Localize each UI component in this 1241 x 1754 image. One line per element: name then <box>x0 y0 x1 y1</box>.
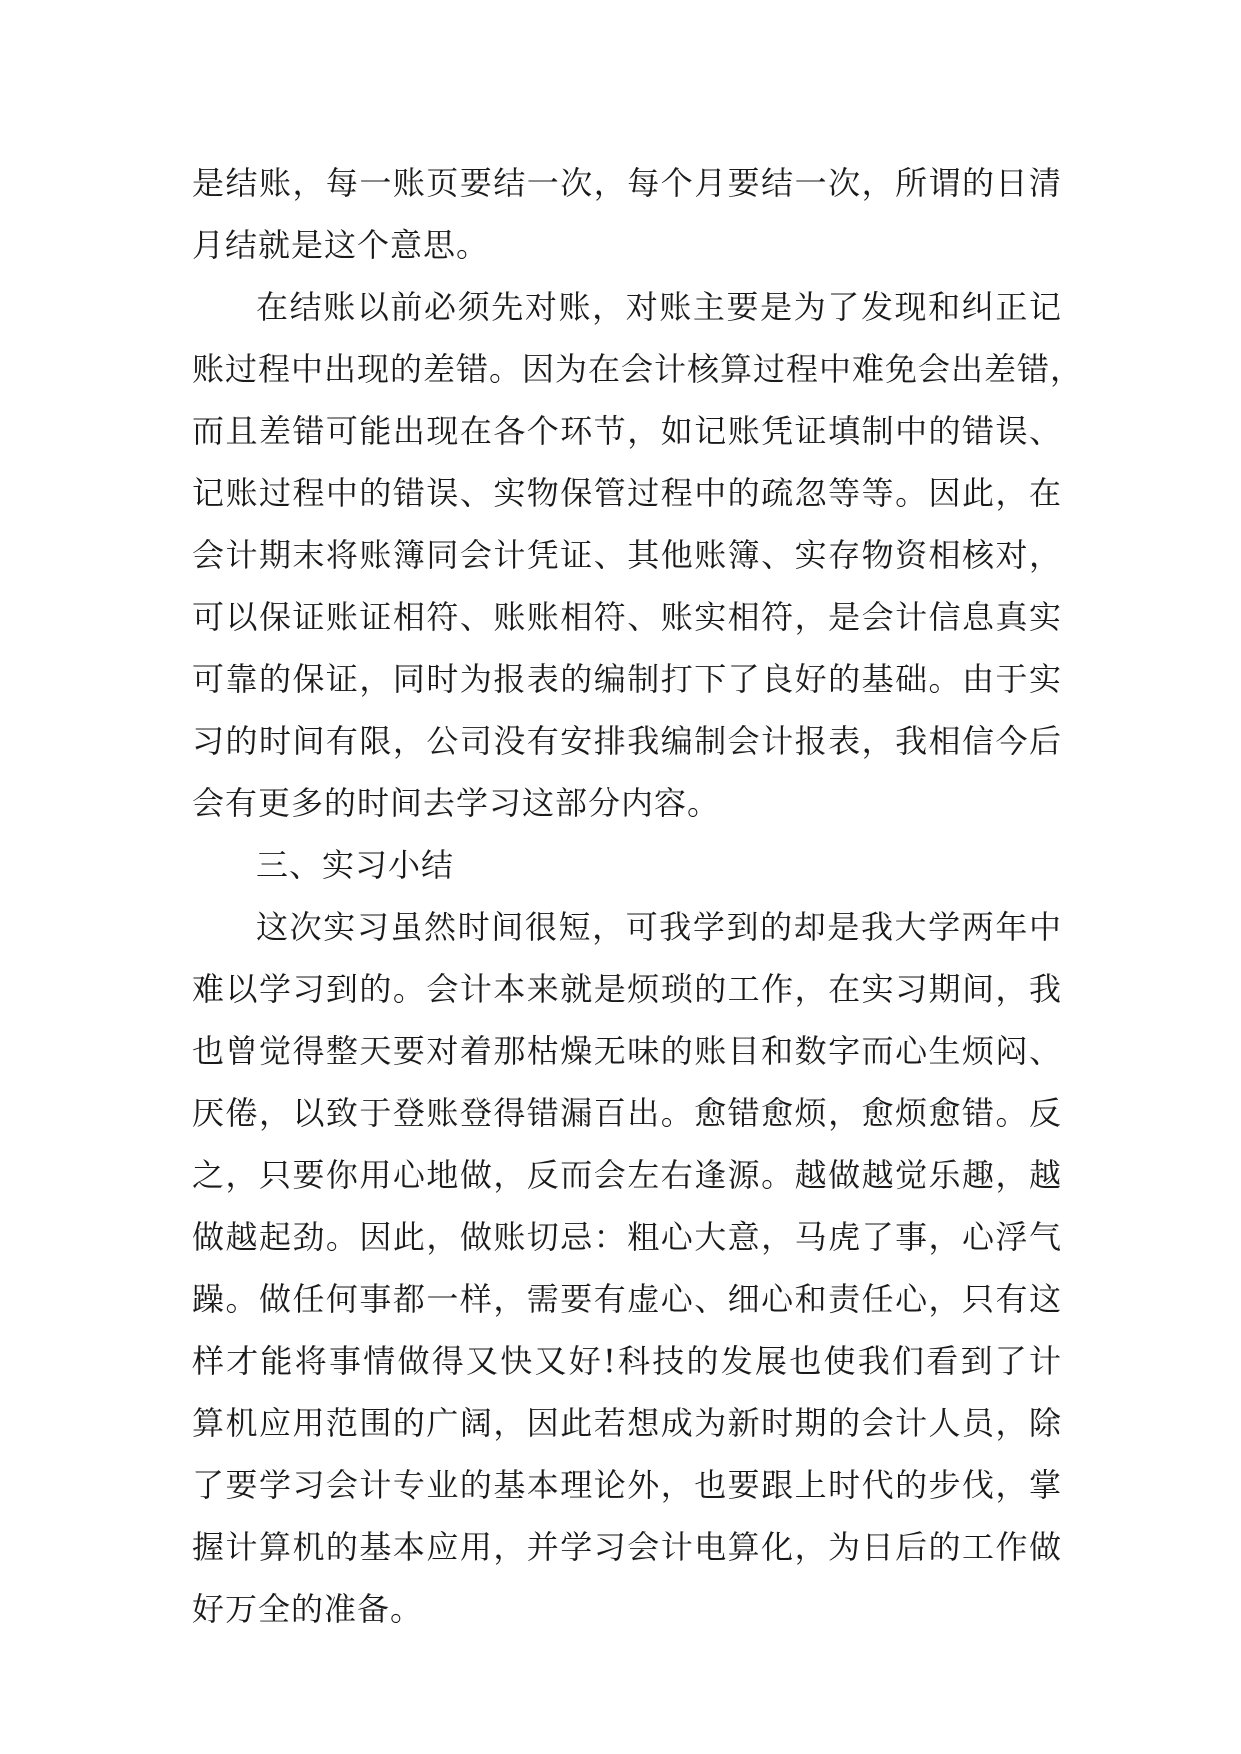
paragraph-line: 账过程中出现的差错。因为在会计核算过程中难免会出差错， <box>192 350 1084 388</box>
paragraph-line: 这次实习虽然时间很短，可我学到的却是我大学两年中 <box>256 908 1062 946</box>
paragraph-line: 是结账，每一账页要结一次，每个月要结一次，所谓的日清 <box>192 164 1062 202</box>
paragraph-line: 了要学习会计专业的基本理论外，也要跟上时代的步伐，掌 <box>192 1466 1062 1504</box>
paragraph-line: 会有更多的时间去学习这部分内容。 <box>192 784 721 822</box>
paragraph-line: 好万全的准备。 <box>192 1590 424 1628</box>
section-heading: 三、实习小结 <box>256 846 455 884</box>
paragraph-line: 在结账以前必须先对账，对账主要是为了发现和纠正记 <box>256 288 1062 326</box>
paragraph-line: 躁。做任何事都一样，需要有虚心、细心和责任心，只有这 <box>192 1280 1062 1318</box>
paragraph-line: 难以学习到的。会计本来就是烦琐的工作，在实习期间，我 <box>192 970 1062 1008</box>
paragraph-line: 握计算机的基本应用，并学习会计电算化，为日后的工作做 <box>192 1528 1062 1566</box>
paragraph-line: 样才能将事情做得又快又好!科技的发展也使我们看到了计 <box>192 1342 1062 1380</box>
paragraph-line: 之，只要你用心地做，反而会左右逢源。越做越觉乐趣，越 <box>192 1156 1062 1194</box>
paragraph-line: 也曾觉得整天要对着那枯燥无味的账目和数字而心生烦闷、 <box>192 1032 1062 1070</box>
paragraph-line: 厌倦，以致于登账登得错漏百出。愈错愈烦，愈烦愈错。反 <box>192 1094 1062 1132</box>
paragraph-line: 算机应用范围的广阔，因此若想成为新时期的会计人员，除 <box>192 1404 1062 1442</box>
paragraph-line: 会计期末将账簿同会计凭证、其他账簿、实存物资相核对， <box>192 536 1062 574</box>
paragraph-line: 可以保证账证相符、账账相符、账实相符，是会计信息真实 <box>192 598 1062 636</box>
paragraph-line: 做越起劲。因此，做账切忌：粗心大意，马虎了事，心浮气 <box>192 1218 1062 1256</box>
paragraph-line: 而且差错可能出现在各个环节，如记账凭证填制中的错误、 <box>192 412 1062 450</box>
paragraph-line: 记账过程中的错误、实物保管过程中的疏忽等等。因此，在 <box>192 474 1062 512</box>
paragraph-line: 可靠的保证，同时为报表的编制打下了良好的基础。由于实 <box>192 660 1062 698</box>
paragraph-line: 月结就是这个意思。 <box>192 226 490 264</box>
paragraph-line: 习的时间有限，公司没有安排我编制会计报表，我相信今后 <box>192 722 1062 760</box>
